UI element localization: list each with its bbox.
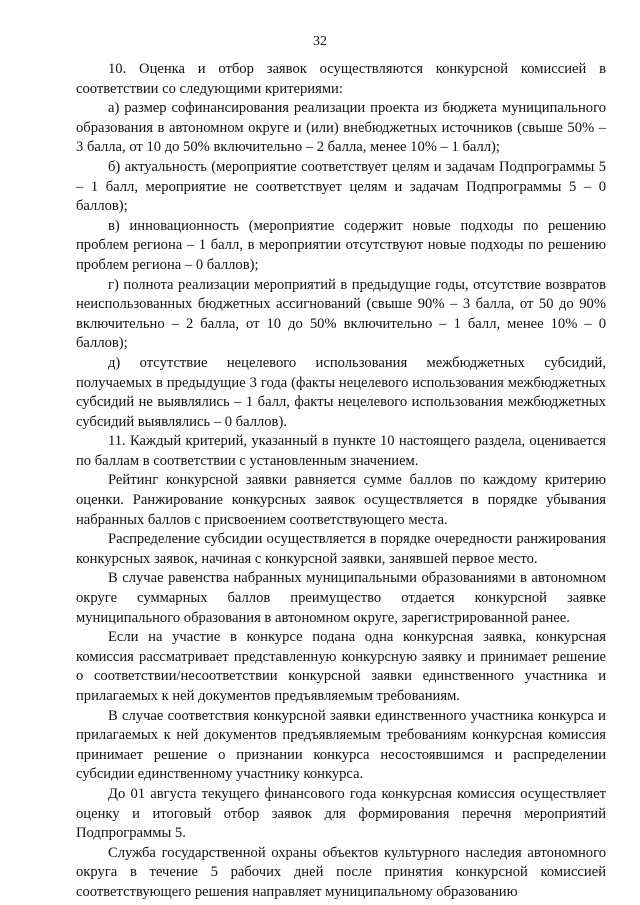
page-number: 32 — [313, 34, 327, 49]
paragraph: В случае равенства набранных муниципальными образованиями в автономном округе суммарных баллов преимущество отдается конкурсной заявке муниципального образования в автономном округе, зарегистрированной ранее. — [76, 570, 606, 626]
paragraph: б) актуальность (мероприятие соответствует целям и задачам Подпрограммы 5 – 1 балл, мероприятие не соответствует целям и задачам Подпрограммы 5 – 0 баллов); — [76, 158, 606, 215]
paragraph: 11. Каждый критерий, указанный в пункте 10 настоящего раздела, оценивается по баллам в соответствии с установленным значением. — [76, 433, 606, 469]
paragraph: а) размер софинансирования реализации проекта из бюджета муниципального образования в автономном округе и (или) внебюджетных источников (свыше 50% – 3 балла, от 10 до 50% включительно – 2 балла, менее 10% – 1 балл); — [76, 100, 606, 156]
paragraph: в) инновационность (мероприятие содержит новые подходы по решению проблем региона – 1 балл, в мероприятии отсутствуют новые подходы по решению проблем региона – 0 баллов); — [76, 217, 606, 273]
paragraph: До 01 августа текущего финансового года конкурсная комиссия осуществляет оценку и итоговый отбор заявок для формирования перечня мероприятий Подпрограммы 5. — [76, 785, 606, 842]
paragraph: г) полнота реализации мероприятий в предыдущие годы, отсутствие возвратов неиспользованных бюджетных ассигнований (свыше 90% – 3 балла, от 50 до 90% включительно – 2 балла, от 10 до 50% включительно – 1 балл, менее 10% – 0 баллов); — [76, 276, 606, 352]
paragraph: 10. Оценка и отбор заявок осуществляются конкурсной комиссией в соответствии со следующими критериями: — [76, 61, 606, 97]
paragraph: Служба государственной охраны объектов культурного наследия автономного округа в течение 5 рабочих дней после принятия конкурсной комиссией соответствующего решения направляет муниципальному образованию — [76, 844, 606, 900]
paragraph: В случае соответствия конкурсной заявки единственного участника конкурса и прилагаемых к ней документов предъявляемым требованиям конкурсная комиссия принимает решение о признании конкурса несостоявшимся и распределении субсидии единственному участнику конкурса. — [76, 707, 606, 783]
paragraph: Если на участие в конкурсе подана одна конкурсная заявка, конкурсная комиссия рассматривает представленную конкурсную заявку и принимает решение о соответствии/несоответствии конкурсной заявки единственного участника и прилагаемых к ней документов предъявляемым требованиям. — [76, 629, 606, 704]
paragraph: Распределение субсидии осуществляется в порядке очередности ранжирования конкурсных заявок, начиная с конкурсной заявки, занявшей первое место. — [76, 531, 606, 567]
paragraph: Рейтинг конкурсной заявки равняется сумме баллов по каждому критерию оценки. Ранжирование конкурсных заявок осуществляется в порядке убывания набранных баллов с присвоением соответствующего места. — [76, 472, 606, 528]
document-body — [76, 60, 606, 903]
paragraph: д) отсутствие нецелевого использования межбюджетных субсидий, получаемых в предыдущие 3 года (факты нецелевого использования межбюджетных субсидий не выявлялись – 1 балл, факты нецелевого использования межбюджетных субсидий выявлялись – 0 баллов). — [76, 354, 606, 430]
